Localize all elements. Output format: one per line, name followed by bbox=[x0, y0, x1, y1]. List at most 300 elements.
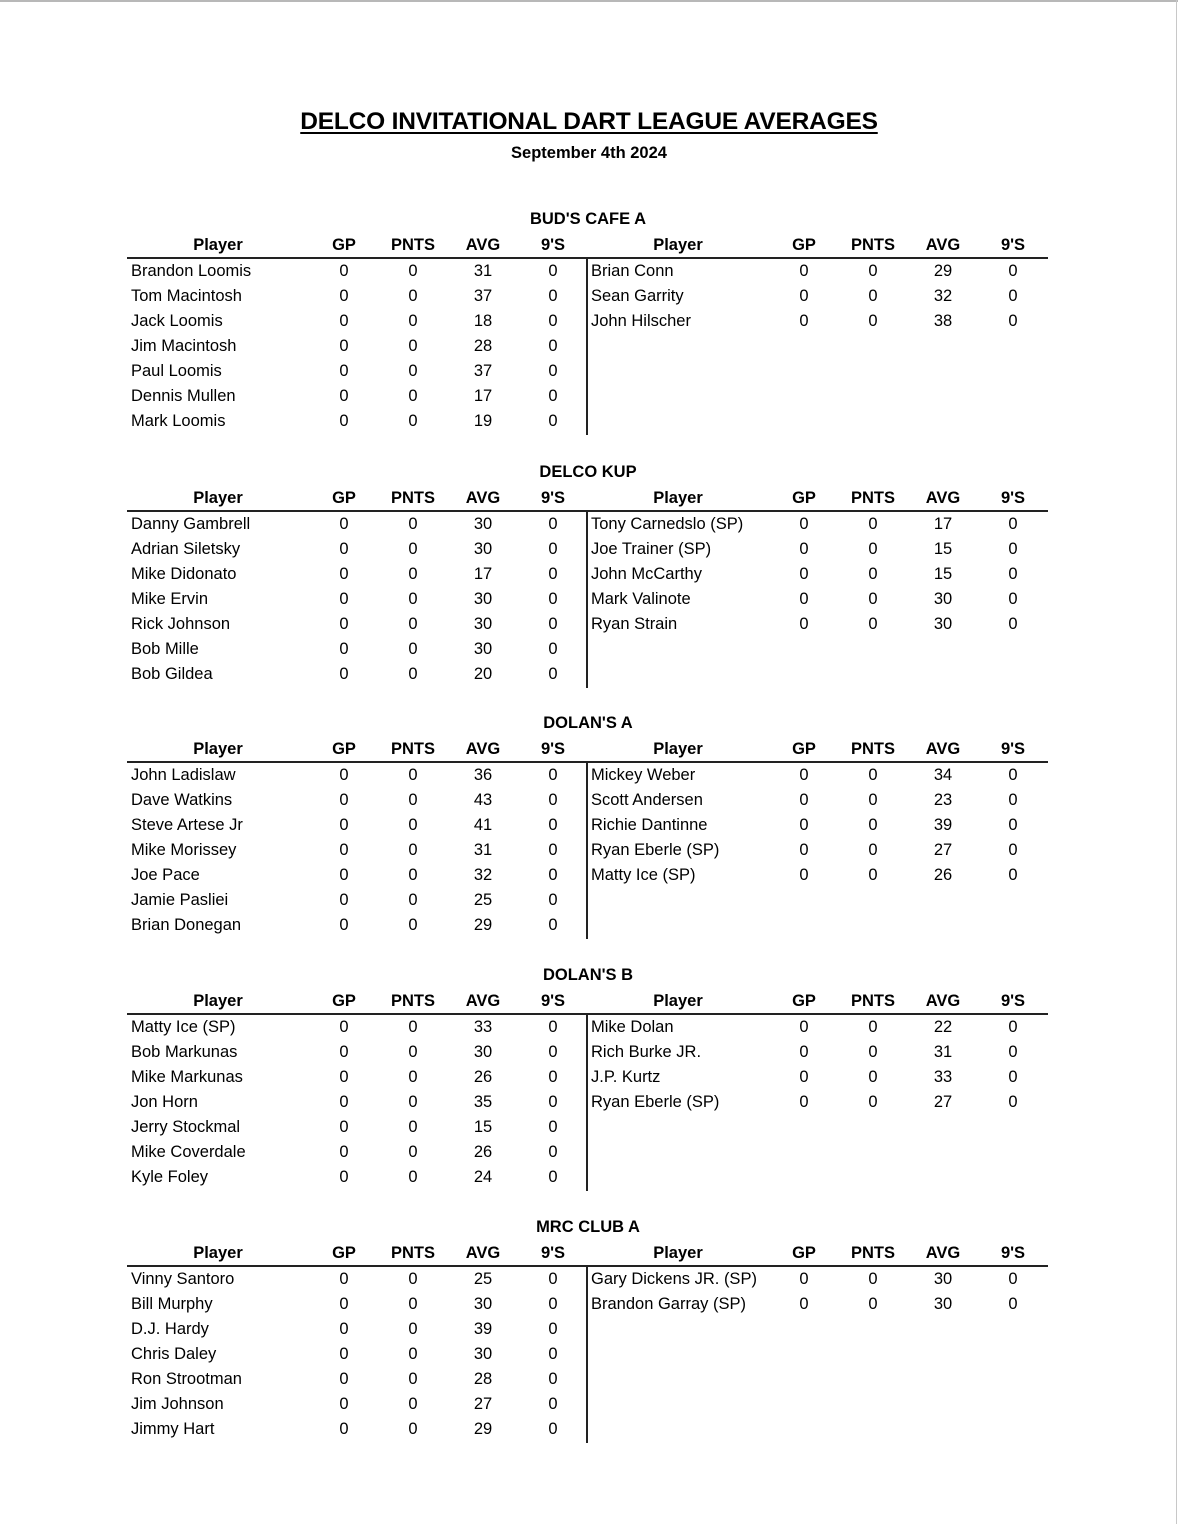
player-row-left bbox=[0, 1116, 1178, 1141]
column-header-player-left: Player bbox=[193, 1244, 243, 1262]
player-gp: 0 bbox=[339, 590, 349, 608]
column-header-avg-right: AVG bbox=[925, 489, 961, 507]
column-header-nines-right: 9'S bbox=[1000, 992, 1026, 1010]
player-name: Mike Dolan bbox=[591, 1018, 674, 1036]
player-gp: 0 bbox=[339, 1018, 349, 1036]
player-avg: 30 bbox=[933, 590, 953, 608]
player-pnts: 0 bbox=[408, 1395, 418, 1413]
player-row-left bbox=[0, 1343, 1178, 1368]
column-header-pnts-left: PNTS bbox=[390, 992, 435, 1010]
player-gp: 0 bbox=[339, 1093, 349, 1111]
player-nines: 0 bbox=[1008, 816, 1018, 834]
player-nines: 0 bbox=[1008, 565, 1018, 583]
player-gp: 0 bbox=[339, 665, 349, 683]
player-nines: 0 bbox=[548, 665, 558, 683]
player-gp: 0 bbox=[339, 1320, 349, 1338]
player-pnts: 0 bbox=[868, 1043, 878, 1061]
column-header-player-left: Player bbox=[193, 992, 243, 1010]
player-nines: 0 bbox=[1008, 1018, 1018, 1036]
player-row-left bbox=[0, 385, 1178, 410]
player-row-left bbox=[0, 1166, 1178, 1191]
player-pnts: 0 bbox=[408, 287, 418, 305]
player-avg: 37 bbox=[473, 287, 493, 305]
player-name: Danny Gambrell bbox=[131, 515, 251, 533]
player-pnts: 0 bbox=[408, 916, 418, 934]
player-name: John McCarthy bbox=[591, 565, 702, 583]
player-pnts: 0 bbox=[868, 791, 878, 809]
player-name: Jim Macintosh bbox=[131, 337, 237, 355]
player-name: Dennis Mullen bbox=[131, 387, 236, 405]
column-header-avg-right: AVG bbox=[925, 236, 961, 254]
player-gp: 0 bbox=[339, 1068, 349, 1086]
column-header-player-right: Player bbox=[653, 1244, 703, 1262]
player-row-left bbox=[0, 1368, 1178, 1393]
player-avg: 28 bbox=[473, 337, 493, 355]
player-row-left bbox=[0, 914, 1178, 939]
player-name: John Hilscher bbox=[591, 312, 691, 330]
player-nines: 0 bbox=[548, 565, 558, 583]
player-name: Gary Dickens JR. (SP) bbox=[591, 1270, 757, 1288]
player-nines: 0 bbox=[1008, 540, 1018, 558]
player-row-right bbox=[0, 513, 1178, 538]
player-avg: 30 bbox=[473, 1043, 493, 1061]
player-nines: 0 bbox=[548, 540, 558, 558]
player-pnts: 0 bbox=[408, 565, 418, 583]
player-name: Rick Johnson bbox=[131, 615, 231, 633]
player-avg: 30 bbox=[473, 615, 493, 633]
player-avg: 34 bbox=[933, 766, 953, 784]
column-header-avg-left: AVG bbox=[465, 489, 501, 507]
player-avg: 17 bbox=[473, 565, 493, 583]
player-gp: 0 bbox=[339, 791, 349, 809]
player-nines: 0 bbox=[548, 1345, 558, 1363]
player-avg: 23 bbox=[933, 791, 953, 809]
team-section bbox=[0, 1217, 1178, 1457]
player-row-left bbox=[0, 335, 1178, 360]
player-gp: 0 bbox=[799, 1018, 809, 1036]
player-name: Richie Dantinne bbox=[591, 816, 708, 834]
player-nines: 0 bbox=[548, 515, 558, 533]
player-avg: 29 bbox=[933, 262, 953, 280]
column-header-nines-right: 9'S bbox=[1000, 489, 1026, 507]
player-name: Adrian Siletsky bbox=[131, 540, 241, 558]
player-name: Jim Johnson bbox=[131, 1395, 224, 1413]
column-header-player-right: Player bbox=[653, 740, 703, 758]
player-pnts: 0 bbox=[408, 1420, 418, 1438]
player-nines: 0 bbox=[1008, 1093, 1018, 1111]
player-avg: 17 bbox=[933, 515, 953, 533]
player-avg: 28 bbox=[473, 1370, 493, 1388]
player-gp: 0 bbox=[799, 590, 809, 608]
player-pnts: 0 bbox=[868, 262, 878, 280]
player-avg: 33 bbox=[473, 1018, 493, 1036]
player-gp: 0 bbox=[799, 1093, 809, 1111]
player-avg: 36 bbox=[473, 766, 493, 784]
player-gp: 0 bbox=[799, 515, 809, 533]
player-nines: 0 bbox=[1008, 1270, 1018, 1288]
player-nines: 0 bbox=[548, 841, 558, 859]
player-name: Steve Artese Jr bbox=[131, 816, 243, 834]
player-pnts: 0 bbox=[868, 1295, 878, 1313]
player-pnts: 0 bbox=[408, 791, 418, 809]
column-header-pnts-right: PNTS bbox=[850, 236, 895, 254]
column-header-gp-right: GP bbox=[792, 1244, 816, 1262]
player-pnts: 0 bbox=[868, 287, 878, 305]
player-nines: 0 bbox=[548, 1370, 558, 1388]
player-pnts: 0 bbox=[868, 1093, 878, 1111]
player-row-left bbox=[0, 1318, 1178, 1343]
player-pnts: 0 bbox=[408, 1295, 418, 1313]
player-avg: 33 bbox=[933, 1068, 953, 1086]
player-name: Ryan Eberle (SP) bbox=[591, 1093, 720, 1111]
player-avg: 25 bbox=[473, 1270, 493, 1288]
player-pnts: 0 bbox=[408, 1068, 418, 1086]
player-nines: 0 bbox=[548, 337, 558, 355]
player-row-right bbox=[0, 588, 1178, 613]
player-nines: 0 bbox=[1008, 287, 1018, 305]
player-gp: 0 bbox=[339, 916, 349, 934]
player-row-left bbox=[0, 663, 1178, 688]
player-nines: 0 bbox=[1008, 791, 1018, 809]
player-pnts: 0 bbox=[408, 841, 418, 859]
player-gp: 0 bbox=[339, 841, 349, 859]
player-nines: 0 bbox=[548, 766, 558, 784]
player-row-right bbox=[0, 613, 1178, 638]
player-pnts: 0 bbox=[408, 640, 418, 658]
column-header-pnts-right: PNTS bbox=[850, 740, 895, 758]
column-header-nines-left: 9'S bbox=[540, 992, 566, 1010]
player-row-right bbox=[0, 1016, 1178, 1041]
player-nines: 0 bbox=[548, 640, 558, 658]
column-header-avg-left: AVG bbox=[465, 1244, 501, 1262]
player-name: Tom Macintosh bbox=[131, 287, 242, 305]
player-avg: 32 bbox=[473, 866, 493, 884]
column-header-gp-right: GP bbox=[792, 489, 816, 507]
player-nines: 0 bbox=[1008, 866, 1018, 884]
player-gp: 0 bbox=[799, 841, 809, 859]
column-header-nines-right: 9'S bbox=[1000, 236, 1026, 254]
player-avg: 26 bbox=[473, 1143, 493, 1161]
player-nines: 0 bbox=[1008, 766, 1018, 784]
player-nines: 0 bbox=[1008, 615, 1018, 633]
player-nines: 0 bbox=[548, 1395, 558, 1413]
player-name: Brandon Garray (SP) bbox=[591, 1295, 746, 1313]
player-gp: 0 bbox=[339, 615, 349, 633]
player-gp: 0 bbox=[339, 1370, 349, 1388]
player-name: Matty Ice (SP) bbox=[591, 866, 696, 884]
player-name: Mike Didonato bbox=[131, 565, 237, 583]
player-pnts: 0 bbox=[408, 1345, 418, 1363]
player-gp: 0 bbox=[339, 515, 349, 533]
player-name: Jimmy Hart bbox=[131, 1420, 215, 1438]
player-name: Dave Watkins bbox=[131, 791, 233, 809]
player-pnts: 0 bbox=[408, 362, 418, 380]
column-header-nines-left: 9'S bbox=[540, 236, 566, 254]
player-pnts: 0 bbox=[868, 615, 878, 633]
player-pnts: 0 bbox=[408, 1093, 418, 1111]
player-pnts: 0 bbox=[868, 515, 878, 533]
player-nines: 0 bbox=[548, 1320, 558, 1338]
player-nines: 0 bbox=[548, 1093, 558, 1111]
player-pnts: 0 bbox=[408, 1168, 418, 1186]
document-date: September 4th 2024 bbox=[511, 144, 667, 162]
player-avg: 27 bbox=[933, 1093, 953, 1111]
column-header-gp-left: GP bbox=[332, 740, 356, 758]
player-name: Jon Horn bbox=[131, 1093, 198, 1111]
player-gp: 0 bbox=[339, 1118, 349, 1136]
player-name: Jamie Pasliei bbox=[131, 891, 229, 909]
team-section bbox=[0, 462, 1178, 702]
player-gp: 0 bbox=[339, 1043, 349, 1061]
player-nines: 0 bbox=[1008, 590, 1018, 608]
player-gp: 0 bbox=[339, 1345, 349, 1363]
player-avg: 29 bbox=[473, 1420, 493, 1438]
column-header-player-left: Player bbox=[193, 236, 243, 254]
column-header-avg-left: AVG bbox=[465, 740, 501, 758]
player-avg: 22 bbox=[933, 1018, 953, 1036]
column-header-pnts-left: PNTS bbox=[390, 236, 435, 254]
player-nines: 0 bbox=[1008, 515, 1018, 533]
column-header-nines-right: 9'S bbox=[1000, 740, 1026, 758]
player-nines: 0 bbox=[1008, 841, 1018, 859]
player-nines: 0 bbox=[548, 387, 558, 405]
column-header-pnts-left: PNTS bbox=[390, 489, 435, 507]
player-row-left bbox=[0, 1141, 1178, 1166]
player-name: Chris Daley bbox=[131, 1345, 217, 1363]
player-name: Scott Andersen bbox=[591, 791, 703, 809]
player-pnts: 0 bbox=[408, 540, 418, 558]
player-gp: 0 bbox=[799, 540, 809, 558]
column-header-player-left: Player bbox=[193, 740, 243, 758]
player-pnts: 0 bbox=[408, 615, 418, 633]
player-row-left bbox=[0, 1393, 1178, 1418]
page-top-border bbox=[0, 0, 1178, 2]
player-avg: 30 bbox=[933, 615, 953, 633]
player-gp: 0 bbox=[799, 565, 809, 583]
player-row-right bbox=[0, 1293, 1178, 1318]
player-nines: 0 bbox=[548, 1018, 558, 1036]
player-avg: 24 bbox=[473, 1168, 493, 1186]
player-row-right bbox=[0, 538, 1178, 563]
player-avg: 26 bbox=[473, 1068, 493, 1086]
player-name: Ryan Strain bbox=[591, 615, 678, 633]
player-name: Paul Loomis bbox=[131, 362, 222, 380]
column-header-gp-left: GP bbox=[332, 1244, 356, 1262]
player-pnts: 0 bbox=[408, 1018, 418, 1036]
player-name: Mike Coverdale bbox=[131, 1143, 246, 1161]
player-pnts: 0 bbox=[408, 590, 418, 608]
player-pnts: 0 bbox=[408, 262, 418, 280]
player-nines: 0 bbox=[548, 1168, 558, 1186]
player-gp: 0 bbox=[799, 866, 809, 884]
player-nines: 0 bbox=[548, 816, 558, 834]
player-gp: 0 bbox=[339, 1420, 349, 1438]
player-gp: 0 bbox=[339, 540, 349, 558]
column-header-player-right: Player bbox=[653, 489, 703, 507]
player-gp: 0 bbox=[339, 565, 349, 583]
player-nines: 0 bbox=[548, 1068, 558, 1086]
player-avg: 30 bbox=[473, 1295, 493, 1313]
column-header-avg-left: AVG bbox=[465, 992, 501, 1010]
player-pnts: 0 bbox=[408, 1118, 418, 1136]
column-header-nines-right: 9'S bbox=[1000, 1244, 1026, 1262]
player-gp: 0 bbox=[339, 262, 349, 280]
column-header-gp-right: GP bbox=[792, 992, 816, 1010]
player-name: Bob Gildea bbox=[131, 665, 213, 683]
player-row-right bbox=[0, 1268, 1178, 1293]
player-name: Bob Markunas bbox=[131, 1043, 238, 1061]
player-row-left bbox=[0, 1418, 1178, 1443]
player-nines: 0 bbox=[548, 312, 558, 330]
player-pnts: 0 bbox=[868, 866, 878, 884]
player-row-right bbox=[0, 864, 1178, 889]
player-name: Mike Morissey bbox=[131, 841, 237, 859]
player-name: Tony Carnedslo (SP) bbox=[591, 515, 744, 533]
player-nines: 0 bbox=[548, 1043, 558, 1061]
player-row-right bbox=[0, 1066, 1178, 1091]
player-avg: 30 bbox=[473, 590, 493, 608]
player-nines: 0 bbox=[548, 1295, 558, 1313]
player-gp: 0 bbox=[339, 1168, 349, 1186]
player-nines: 0 bbox=[548, 262, 558, 280]
column-header-avg-right: AVG bbox=[925, 992, 961, 1010]
player-row-right bbox=[0, 789, 1178, 814]
player-name: Matty Ice (SP) bbox=[131, 1018, 236, 1036]
column-header-avg-right: AVG bbox=[925, 740, 961, 758]
player-gp: 0 bbox=[339, 1395, 349, 1413]
column-header-pnts-left: PNTS bbox=[390, 740, 435, 758]
player-avg: 31 bbox=[473, 262, 493, 280]
column-header-gp-right: GP bbox=[792, 236, 816, 254]
player-row-right bbox=[0, 1041, 1178, 1066]
player-name: John Ladislaw bbox=[131, 766, 236, 784]
player-name: D.J. Hardy bbox=[131, 1320, 209, 1338]
player-gp: 0 bbox=[339, 337, 349, 355]
player-pnts: 0 bbox=[868, 540, 878, 558]
team-section bbox=[0, 965, 1178, 1205]
document-title: DELCO INVITATIONAL DART LEAGUE AVERAGES bbox=[300, 108, 878, 135]
player-avg: 30 bbox=[473, 640, 493, 658]
player-row-left bbox=[0, 638, 1178, 663]
player-name: J.P. Kurtz bbox=[591, 1068, 661, 1086]
player-pnts: 0 bbox=[408, 816, 418, 834]
player-row-left bbox=[0, 410, 1178, 435]
column-header-pnts-right: PNTS bbox=[850, 992, 895, 1010]
column-header-player-left: Player bbox=[193, 489, 243, 507]
player-pnts: 0 bbox=[408, 891, 418, 909]
player-pnts: 0 bbox=[868, 1018, 878, 1036]
player-pnts: 0 bbox=[868, 590, 878, 608]
player-gp: 0 bbox=[339, 640, 349, 658]
player-nines: 0 bbox=[548, 891, 558, 909]
player-pnts: 0 bbox=[868, 565, 878, 583]
player-pnts: 0 bbox=[868, 766, 878, 784]
player-avg: 25 bbox=[473, 891, 493, 909]
player-gp: 0 bbox=[339, 1295, 349, 1313]
player-name: Joe Pace bbox=[131, 866, 200, 884]
player-avg: 30 bbox=[933, 1270, 953, 1288]
player-avg: 38 bbox=[933, 312, 953, 330]
player-pnts: 0 bbox=[408, 1320, 418, 1338]
player-avg: 31 bbox=[473, 841, 493, 859]
player-avg: 19 bbox=[473, 412, 493, 430]
player-name: Mark Loomis bbox=[131, 412, 226, 430]
player-pnts: 0 bbox=[408, 866, 418, 884]
player-row-right bbox=[0, 839, 1178, 864]
player-avg: 32 bbox=[933, 287, 953, 305]
player-pnts: 0 bbox=[408, 312, 418, 330]
player-nines: 0 bbox=[1008, 1043, 1018, 1061]
team-name: MRC CLUB A bbox=[536, 1218, 640, 1236]
player-gp: 0 bbox=[339, 816, 349, 834]
player-gp: 0 bbox=[799, 766, 809, 784]
player-avg: 41 bbox=[473, 816, 493, 834]
team-name: DOLAN'S A bbox=[543, 714, 633, 732]
player-name: Vinny Santoro bbox=[131, 1270, 235, 1288]
player-row-right bbox=[0, 764, 1178, 789]
player-gp: 0 bbox=[339, 312, 349, 330]
player-avg: 31 bbox=[933, 1043, 953, 1061]
player-gp: 0 bbox=[799, 1270, 809, 1288]
player-nines: 0 bbox=[548, 866, 558, 884]
player-avg: 30 bbox=[933, 1295, 953, 1313]
player-avg: 35 bbox=[473, 1093, 493, 1111]
player-name: Kyle Foley bbox=[131, 1168, 209, 1186]
player-avg: 43 bbox=[473, 791, 493, 809]
player-pnts: 0 bbox=[868, 816, 878, 834]
player-row-right bbox=[0, 1091, 1178, 1116]
player-gp: 0 bbox=[799, 615, 809, 633]
player-gp: 0 bbox=[339, 412, 349, 430]
player-nines: 0 bbox=[548, 287, 558, 305]
player-name: Jack Loomis bbox=[131, 312, 223, 330]
player-gp: 0 bbox=[799, 1043, 809, 1061]
player-avg: 15 bbox=[933, 540, 953, 558]
player-nines: 0 bbox=[548, 362, 558, 380]
player-pnts: 0 bbox=[408, 1370, 418, 1388]
player-name: Mike Markunas bbox=[131, 1068, 243, 1086]
player-gp: 0 bbox=[799, 312, 809, 330]
team-name: BUD'S CAFE A bbox=[529, 210, 647, 228]
player-gp: 0 bbox=[339, 1143, 349, 1161]
player-row-right bbox=[0, 814, 1178, 839]
player-row-right bbox=[0, 260, 1178, 285]
player-gp: 0 bbox=[339, 362, 349, 380]
column-header-pnts-left: PNTS bbox=[390, 1244, 435, 1262]
team-section bbox=[0, 713, 1178, 953]
player-avg: 20 bbox=[473, 665, 493, 683]
player-avg: 39 bbox=[933, 816, 953, 834]
column-header-gp-right: GP bbox=[792, 740, 816, 758]
column-header-nines-left: 9'S bbox=[540, 1244, 566, 1262]
player-row-right bbox=[0, 285, 1178, 310]
player-pnts: 0 bbox=[408, 1043, 418, 1061]
player-row-left bbox=[0, 889, 1178, 914]
player-avg: 17 bbox=[473, 387, 493, 405]
player-avg: 27 bbox=[473, 1395, 493, 1413]
player-gp: 0 bbox=[799, 287, 809, 305]
player-pnts: 0 bbox=[408, 766, 418, 784]
player-avg: 30 bbox=[473, 515, 493, 533]
player-name: Mike Ervin bbox=[131, 590, 209, 608]
player-gp: 0 bbox=[339, 891, 349, 909]
player-pnts: 0 bbox=[868, 1270, 878, 1288]
player-gp: 0 bbox=[799, 262, 809, 280]
player-pnts: 0 bbox=[408, 665, 418, 683]
player-name: Mark Valinote bbox=[591, 590, 691, 608]
column-header-avg-left: AVG bbox=[465, 236, 501, 254]
player-name: Joe Trainer (SP) bbox=[591, 540, 712, 558]
